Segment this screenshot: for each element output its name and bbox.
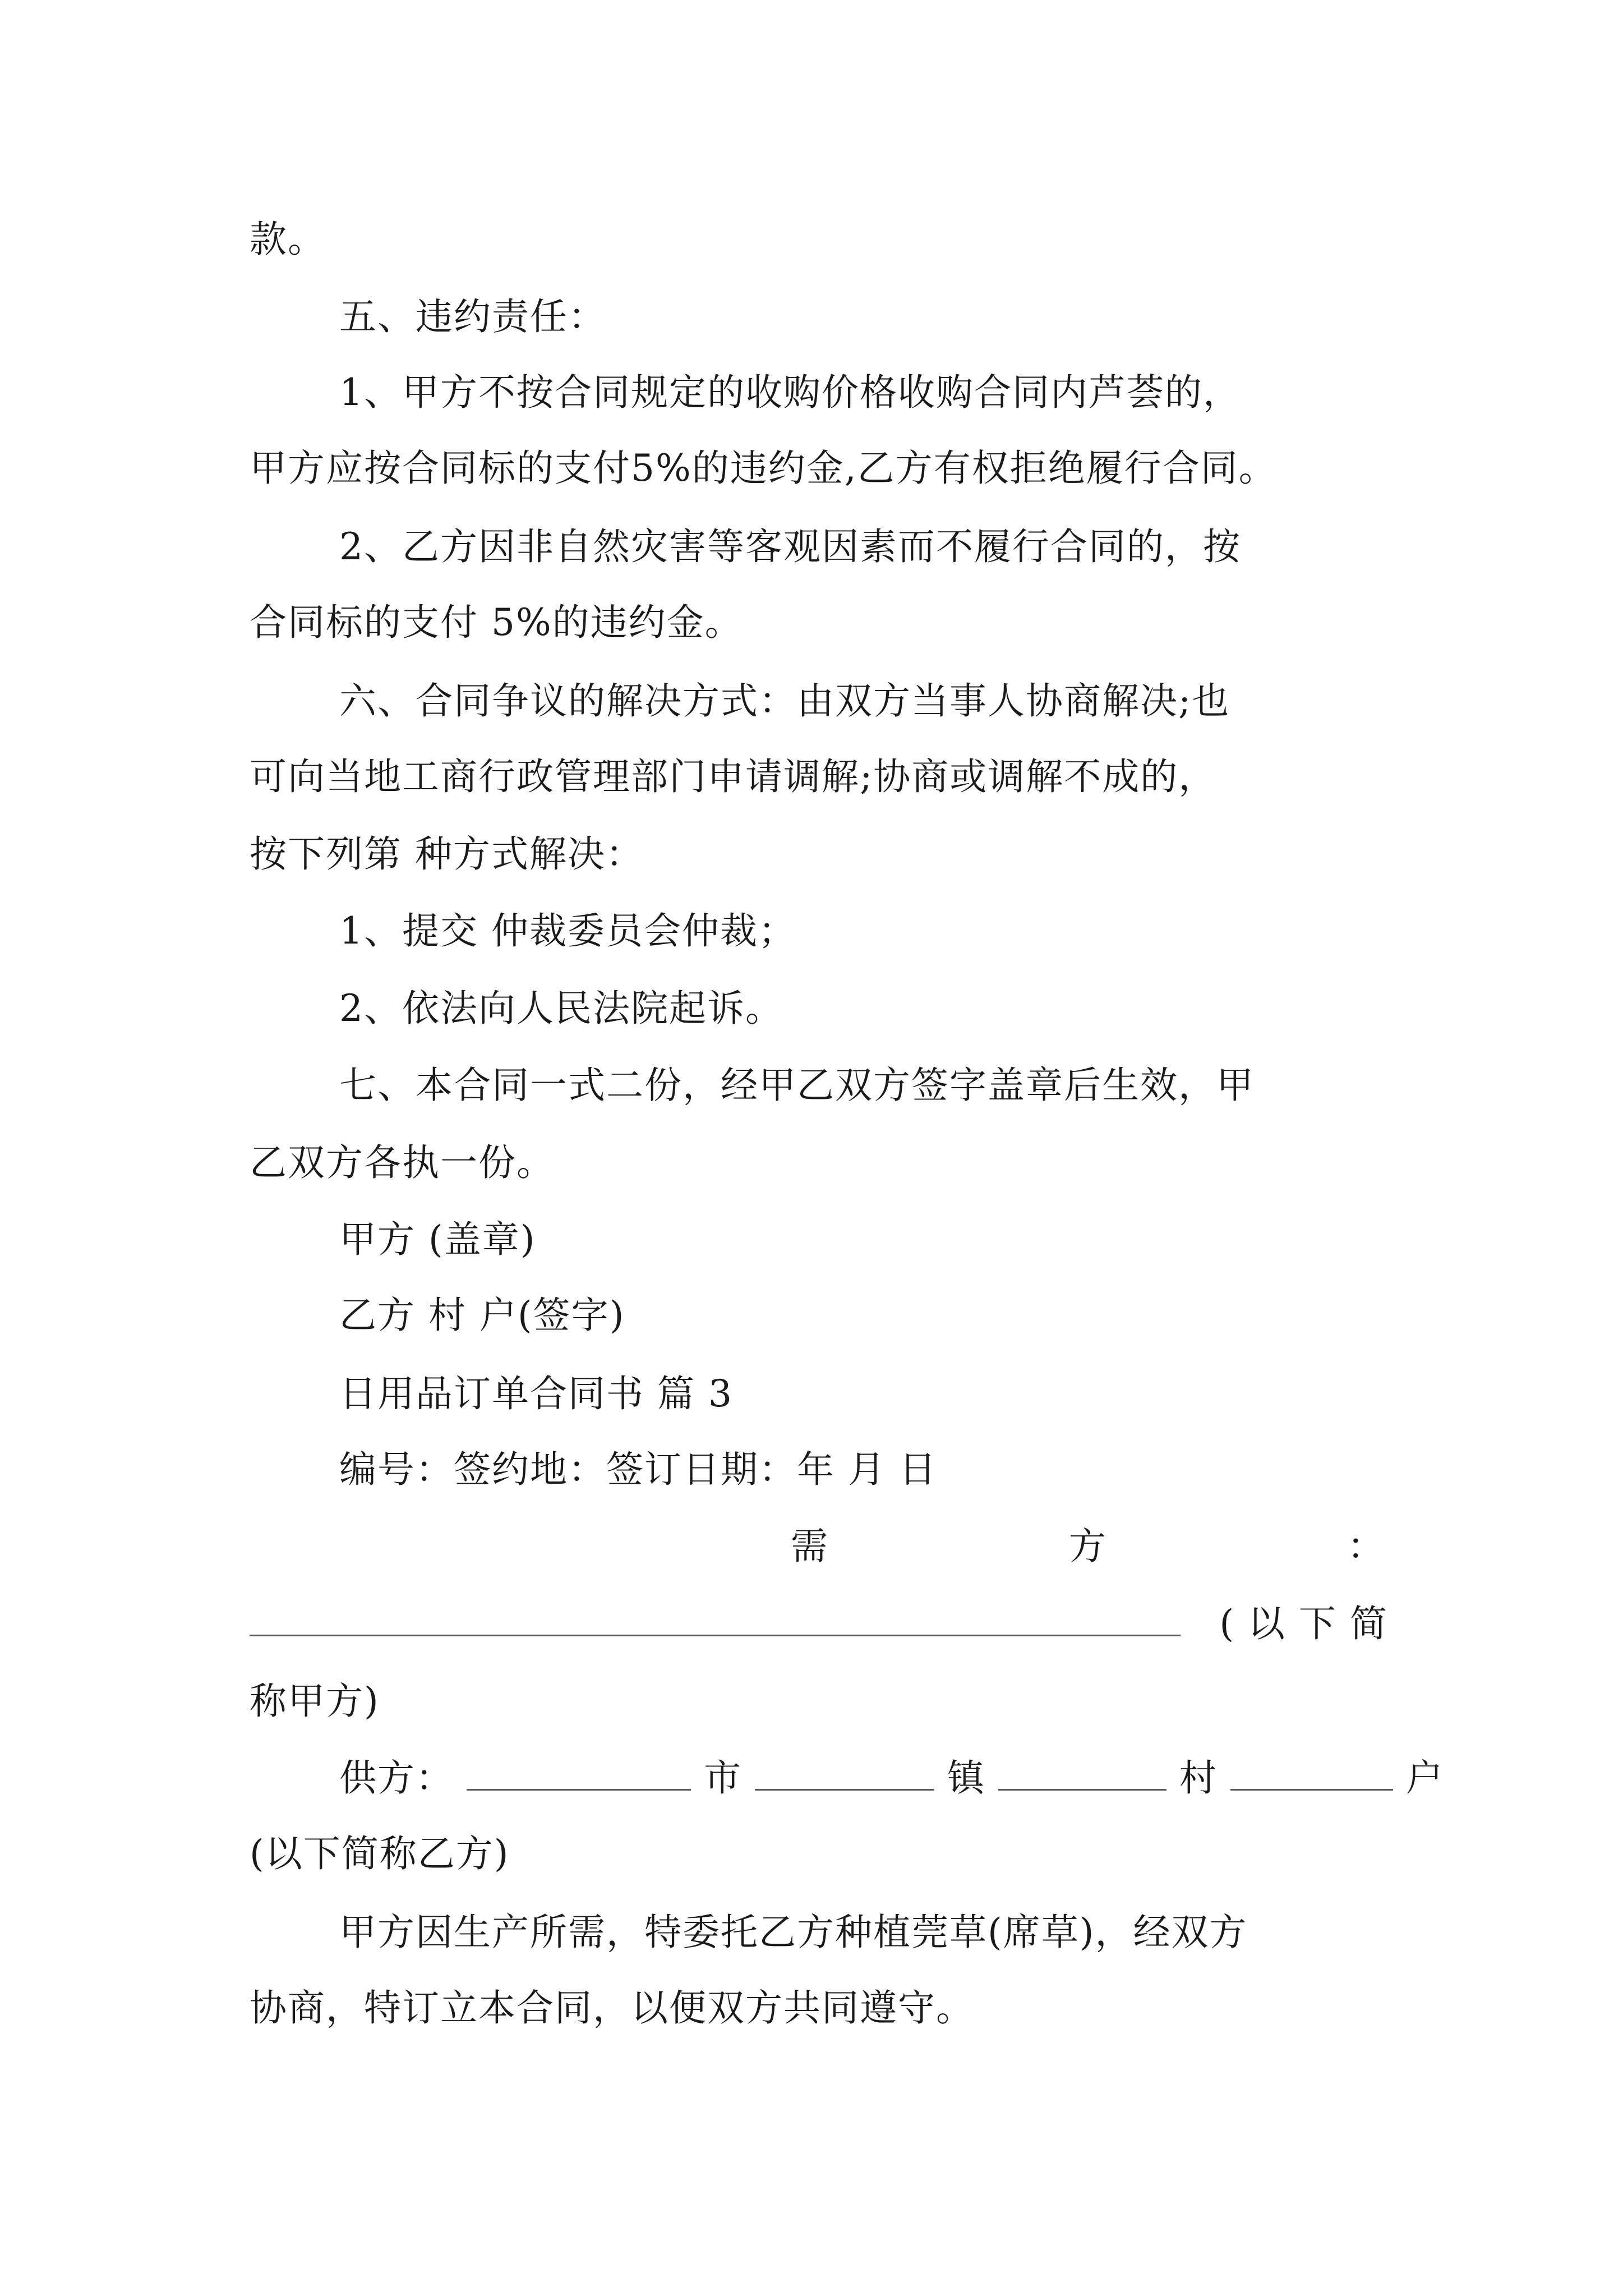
list-item: 1、提交 仲裁委员会仲裁；: [339, 909, 796, 953]
city-label: 市: [703, 1756, 742, 1800]
demand-party-fill-line: [250, 1599, 1388, 1649]
party-a-seal-line: 甲方 (盖章): [339, 1218, 536, 1261]
list-item: 2、依法向人民法院起诉。: [339, 987, 783, 1030]
demand-party-blank[interactable]: [250, 1602, 1181, 1636]
section-heading-copies: 七、本合同一式二份，经甲乙双方签字盖章后生效，甲: [339, 1064, 1255, 1107]
village-blank[interactable]: [998, 1756, 1166, 1791]
demand-colon: ：: [1347, 1525, 1385, 1568]
town-blank[interactable]: [755, 1756, 934, 1791]
supply-party-line: [339, 1753, 1444, 1803]
supply-party-continuation: (以下简称乙方): [250, 1832, 510, 1875]
demand-party-continuation: 称甲方): [250, 1680, 380, 1723]
demand-char-2: 方: [1069, 1525, 1107, 1568]
demand-party-suffix: ( 以 下 简: [1219, 1602, 1388, 1645]
paragraph-line: 按下列第 种方式解决：: [250, 832, 644, 876]
paragraph-line: 合同标的支付 5%的违约金。: [250, 601, 743, 644]
paragraph-line: 1、甲方不按合同规定的收购价格收购合同内芦荟的，: [339, 371, 1241, 414]
paragraph-line: 甲方因生产所需，特委托乙方种植莞草(席草)，经双方: [339, 1911, 1248, 1954]
demand-char-1: 需: [791, 1525, 829, 1568]
city-blank[interactable]: [467, 1756, 691, 1791]
town-label: 镇: [947, 1756, 985, 1800]
contract-title: 日用品订单合同书 篇 3: [339, 1372, 733, 1415]
section-heading-dispute: 六、合同争议的解决方式：由双方当事人协商解决;也: [339, 679, 1230, 723]
paragraph-line: 款。: [250, 218, 326, 261]
contract-meta-line: 编号：签约地：签订日期：年 月 日: [339, 1448, 937, 1491]
supply-party-label: 供方：: [339, 1756, 454, 1800]
party-b-sign-line: 乙方 村 户(签字): [339, 1294, 625, 1337]
paragraph-line: 可向当地工商行政管理部门申请调解;协商或调解不成的，: [250, 755, 1217, 798]
household-blank[interactable]: [1230, 1756, 1393, 1791]
section-heading-breach: 五、违约责任：: [339, 295, 606, 338]
paragraph-line: 协商，特订立本合同，以便双方共同遵守。: [250, 1986, 974, 2030]
village-label: 村: [1179, 1756, 1218, 1800]
household-label: 户: [1405, 1756, 1444, 1800]
paragraph-line: 2、乙方因非自然灾害等客观因素而不履行合同的，按: [339, 525, 1241, 568]
demand-party-label: [791, 1521, 1385, 1572]
paragraph-line: 甲方应按合同标的支付5%的违约金,乙方有权拒绝履行合同。: [250, 447, 1277, 490]
paragraph-line: 乙双方各执一份。: [250, 1141, 555, 1184]
